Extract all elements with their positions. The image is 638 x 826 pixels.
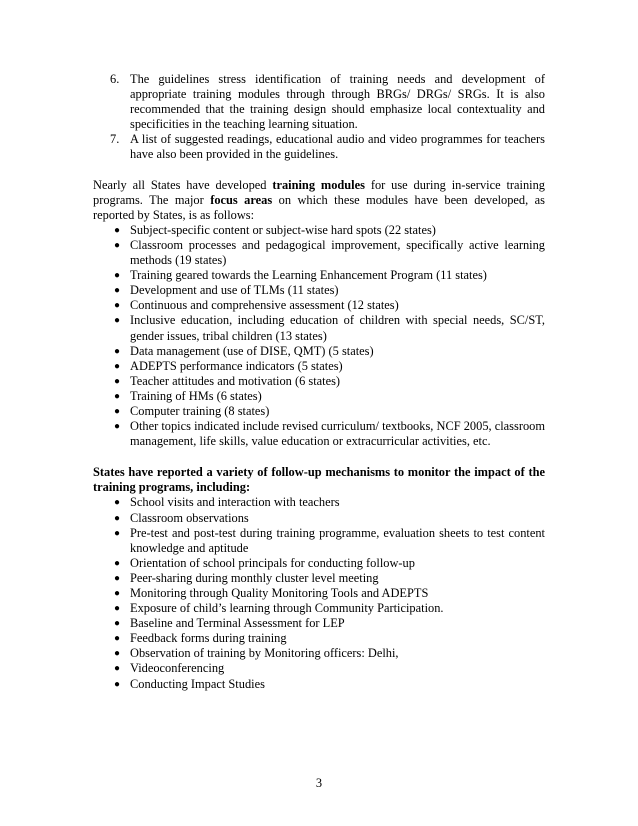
list-item-text: Data management (use of DISE, QMT) (5 states) xyxy=(130,343,374,358)
list-item xyxy=(93,586,545,601)
list-item xyxy=(93,298,545,313)
list-item-text: Training of HMs (6 states) xyxy=(130,388,262,403)
list-item xyxy=(93,404,545,419)
bullet-icon: ● xyxy=(114,663,121,675)
bullet-icon: ● xyxy=(114,618,121,630)
bullet-icon: ● xyxy=(114,375,121,387)
page-content xyxy=(93,72,545,692)
list-item-text: School visits and interaction with teachers xyxy=(130,495,340,510)
bullet-icon: ● xyxy=(114,285,121,297)
list-item-text: Observation of training by Monitoring officers: Delhi, xyxy=(130,646,399,661)
list-item xyxy=(93,571,545,586)
bullet-icon: ● xyxy=(114,239,121,251)
intro-text: on which these modules have been developed, as reported by States, is as follows: xyxy=(93,192,545,222)
list-item xyxy=(93,419,545,449)
bullet-icon: ● xyxy=(114,527,121,539)
numbered-list-item xyxy=(93,132,545,162)
list-item xyxy=(93,616,545,631)
list-item xyxy=(93,389,545,404)
list-item-text: ADEPTS performance indicators (5 states) xyxy=(130,358,343,373)
list-item-text: Videoconferencing xyxy=(130,661,225,676)
list-item xyxy=(93,268,545,283)
bullet-icon: ● xyxy=(114,270,121,282)
list-item-text: Training geared towards the Learning Enhancement Program (11 states) xyxy=(130,268,487,283)
numbered-list-item xyxy=(93,72,545,132)
list-item xyxy=(93,661,545,676)
bullet-icon: ● xyxy=(114,300,121,312)
bullet-icon: ● xyxy=(114,421,121,433)
list-item xyxy=(93,238,545,268)
list-item-text: Classroom observations xyxy=(130,510,249,525)
list-item xyxy=(93,631,545,646)
list-item-text: Teacher attitudes and motivation (6 states) xyxy=(130,373,341,388)
list-item-text: Peer-sharing during monthly cluster level meeting xyxy=(130,570,379,585)
bullet-icon: ● xyxy=(114,512,121,524)
list-item-text: The guidelines stress identification of training needs and development of appropriate training modules through through BRGs/ DRGs/ SRGs. It is also recommended that the training design should emphasize local contextuality and specificities in the teaching learning situation. xyxy=(130,72,545,132)
list-item-text: Feedback forms during training xyxy=(130,631,287,646)
list-item xyxy=(93,283,545,298)
focus-areas-list xyxy=(93,223,545,449)
list-item-text: Monitoring through Quality Monitoring Tools and ADEPTS xyxy=(130,586,429,600)
bullet-icon: ● xyxy=(114,588,121,599)
intro-paragraph xyxy=(93,178,545,223)
list-item xyxy=(93,374,545,389)
list-item xyxy=(93,556,545,571)
list-item xyxy=(93,344,545,359)
bullet-icon: ● xyxy=(114,315,121,327)
list-item xyxy=(93,359,545,374)
intro-bold-term: training modules xyxy=(272,177,365,192)
list-item-text: Subject-specific content or subject-wise hard spots (22 states) xyxy=(130,222,436,237)
bullet-icon: ● xyxy=(114,603,121,615)
list-item xyxy=(93,601,545,616)
list-number: 7. xyxy=(110,132,120,147)
bullet-icon: ● xyxy=(114,405,121,417)
bullet-icon: ● xyxy=(114,390,121,402)
bullet-icon: ● xyxy=(114,572,121,584)
list-item-text: Conducting Impact Studies xyxy=(130,676,265,691)
list-item xyxy=(93,511,545,526)
list-item-text: Other topics indicated include revised curriculum/ textbooks, NCF 2005, classroom management, life skills, value education or extracurricular activities, etc. xyxy=(130,419,545,449)
list-number: 6. xyxy=(110,72,120,86)
bullet-icon: ● xyxy=(114,648,121,660)
list-item xyxy=(93,313,545,343)
list-item-text: Development and use of TLMs (11 states) xyxy=(130,283,339,298)
list-item-text: Pre-test and post-test during training programme, evaluation sheets to test content knowledge and aptitude xyxy=(130,525,545,555)
list-item-text: Continuous and comprehensive assessment (12 states) xyxy=(130,298,399,313)
page-number: 3 xyxy=(315,776,323,790)
list-item xyxy=(93,646,545,661)
bullet-icon: ● xyxy=(114,557,121,569)
list-item-text: Classroom processes and pedagogical improvement, specifically active learning methods (19 states) xyxy=(130,237,545,268)
list-item xyxy=(93,526,545,556)
intro-text: for use during in-service training programs. The major xyxy=(93,177,545,207)
bullet-icon: ● xyxy=(114,678,121,690)
bullet-icon: ● xyxy=(114,497,121,509)
list-item xyxy=(93,677,545,692)
intro-bold-term: focus areas xyxy=(210,192,273,207)
intro-text: Nearly all States have developed xyxy=(93,177,273,192)
list-item-text: A list of suggested readings, educational audio and video programmes for teachers have also been provided in the guidelines. xyxy=(130,132,545,162)
bullet-icon: ● xyxy=(114,360,121,372)
list-item-text: Exposure of child’s learning through Community Participation. xyxy=(130,601,444,616)
list-item-text: Baseline and Terminal Assessment for LEP xyxy=(130,616,345,631)
list-item-text: Computer training (8 states) xyxy=(130,403,270,418)
list-item xyxy=(93,495,545,510)
list-item xyxy=(93,223,545,238)
followup-mechanisms-list xyxy=(93,495,545,691)
list-item-text: Orientation of school principals for conducting follow-up xyxy=(130,555,415,570)
bullet-icon: ● xyxy=(114,345,121,357)
followup-heading: States have reported a variety of follow-up mechanisms to monitor the impact of the training programs, including: xyxy=(93,465,545,495)
bullet-icon: ● xyxy=(114,633,121,645)
bullet-icon: ● xyxy=(114,224,121,236)
numbered-list xyxy=(93,72,545,163)
list-item-text: Inclusive education, including education of children with special needs, SC/ST, gender issues, tribal children (13 states) xyxy=(130,313,545,343)
